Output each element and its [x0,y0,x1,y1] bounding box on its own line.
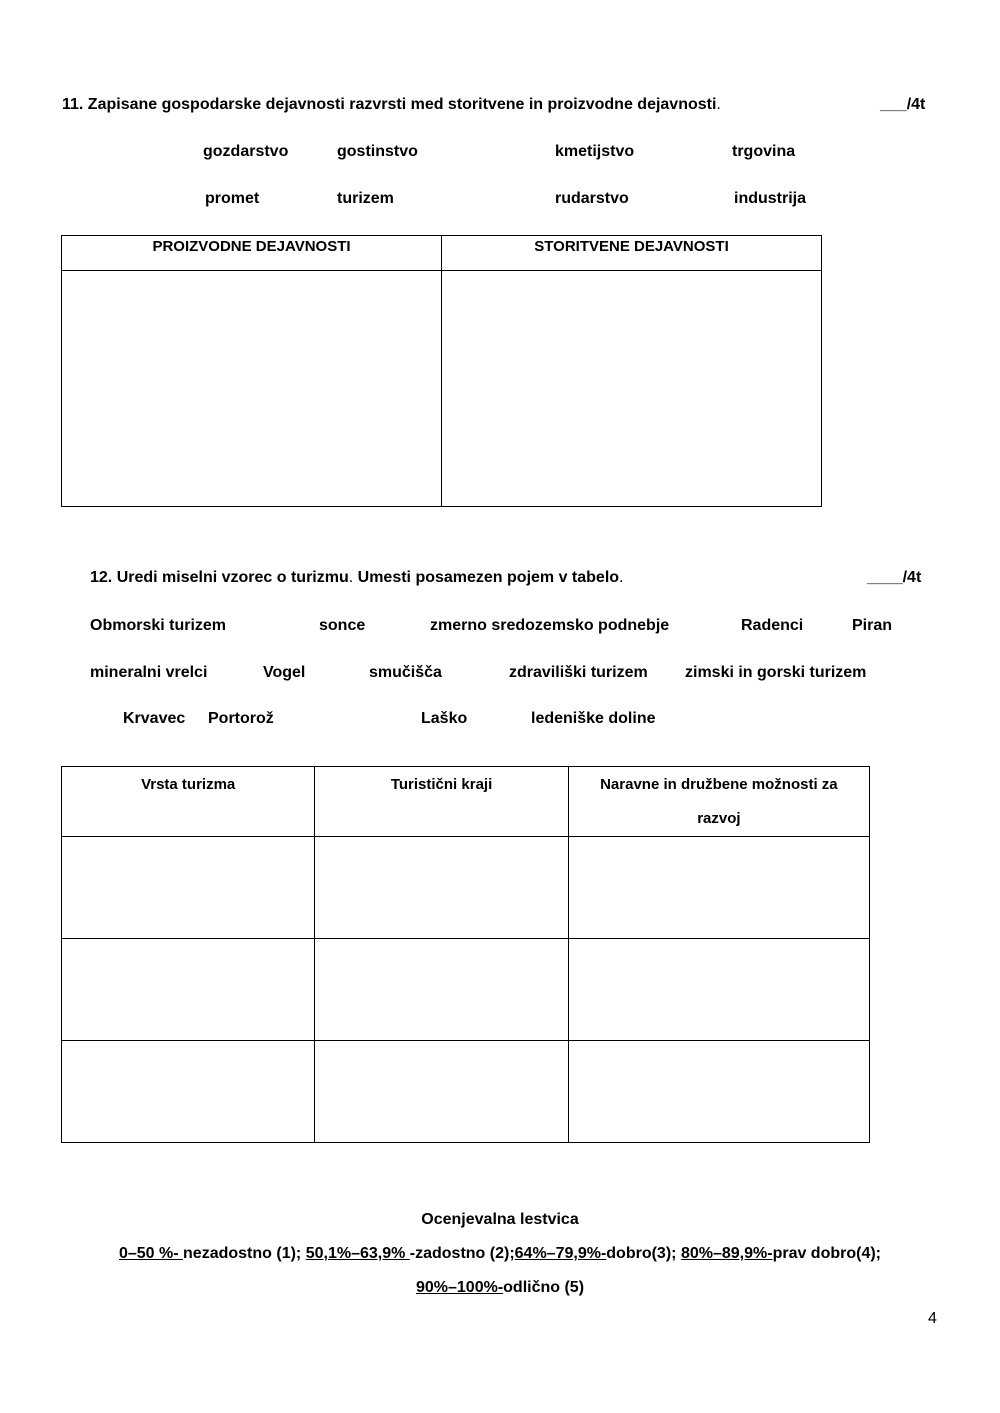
q11-word: promet [205,190,260,207]
q12-word: Radenci [741,617,804,634]
q12-word: mineralni vrelci [90,664,208,681]
q12-word: ledeniške doline [531,710,656,727]
page-number: 4 [928,1310,937,1327]
grading-line-1 [0,1245,1000,1263]
grade-label-1: nezadostno (1); [183,1245,306,1262]
q12-word: Laško [421,710,468,727]
q12-word: smučišča [369,664,442,681]
grade-label-2: -zadostno (2); [409,1245,515,1262]
q11-word: gozdarstvo [203,143,289,160]
q11-title [62,96,721,114]
q11-word: rudarstvo [555,190,629,207]
q12-word: Krvavec [123,710,186,727]
q12-title-mid: . [348,569,358,586]
q12-word: zdraviliški turizem [509,664,648,681]
grade-label-4: prav dobro(4); [772,1245,882,1262]
q12-word: Piran [852,617,893,634]
q11-title-text: 11. Zapisane gospodarske dejavnosti razvrsti med storitvene in proizvodne dejavnosti [62,96,717,113]
q11-title-dot: . [716,96,721,113]
q12-header-type [62,767,315,837]
q12-word: Vogel [263,664,306,681]
q11-answer-production-cell[interactable] [62,271,442,507]
grading-title: Ocenjevalna lestvica [421,1211,579,1228]
q12-header-conditions [568,767,869,837]
q12-word: Obmorski turizem [90,617,227,634]
q11-word: kmetijstvo [555,143,635,160]
q12-answer-cell[interactable] [62,1041,315,1143]
q12-header-type-label: Vrsta turizma [141,776,236,793]
q12-points: ____/4t [867,569,922,586]
q11-points: ___/4t [880,96,926,113]
grade-label-5: odlično (5) [503,1279,585,1296]
q11-answer-services-cell[interactable] [442,271,822,507]
q12-answer-cell[interactable] [315,837,568,939]
q12-answer-cell[interactable] [568,1041,869,1143]
q11-word: industrija [734,190,807,207]
q12-word: Portorož [208,710,274,727]
q11-word: trgovina [732,143,796,160]
grade-range-2: 50,1%–63,9% [305,1245,410,1262]
q12-answer-cell[interactable] [315,939,568,1041]
q12-word: sonce [319,617,366,634]
q12-word: zimski in gorski turizem [685,664,867,681]
q12-title [90,569,624,587]
grade-range-5: 90%–100%- [415,1279,504,1296]
q11-word: turizem [337,190,394,207]
q12-title-dot: . [619,569,624,586]
grade-label-3: dobro(3); [606,1245,681,1262]
grade-range-4: 80%–89,9%- [680,1245,773,1262]
q12-title-text: 12. Uredi miselni vzorec o turizmu [90,569,349,586]
q12-answer-cell[interactable] [568,939,869,1041]
q12-header-places [315,767,568,837]
q12-answer-cell[interactable] [568,837,869,939]
q11-header-services[interactable]: STORITVENE DEJAVNOSTI [442,236,822,271]
q12-title-text-2: Umesti posamezen pojem v tabelo [357,569,620,586]
q12-header-places-label: Turistični kraji [390,776,493,793]
q12-header-conditions-line2: razvoj [697,810,741,827]
q12-answer-cell[interactable] [62,939,315,1041]
q12-header-conditions-line1: Naravne in družbene možnosti za [600,776,838,793]
q12-word: zmerno sredozemsko podnebje [430,617,670,634]
q12-table [61,766,870,1143]
q11-header-production: PROIZVODNE DEJAVNOSTI [62,236,442,271]
q11-table [61,235,822,507]
q11-word: gostinstvo [337,143,418,160]
q12-answer-cell[interactable] [62,837,315,939]
grade-range-1: 0–50 %- [118,1245,184,1262]
grading-line-2 [0,1279,1000,1297]
q12-answer-cell[interactable] [315,1041,568,1143]
grade-range-3: 64%–79,9%- [514,1245,607,1262]
